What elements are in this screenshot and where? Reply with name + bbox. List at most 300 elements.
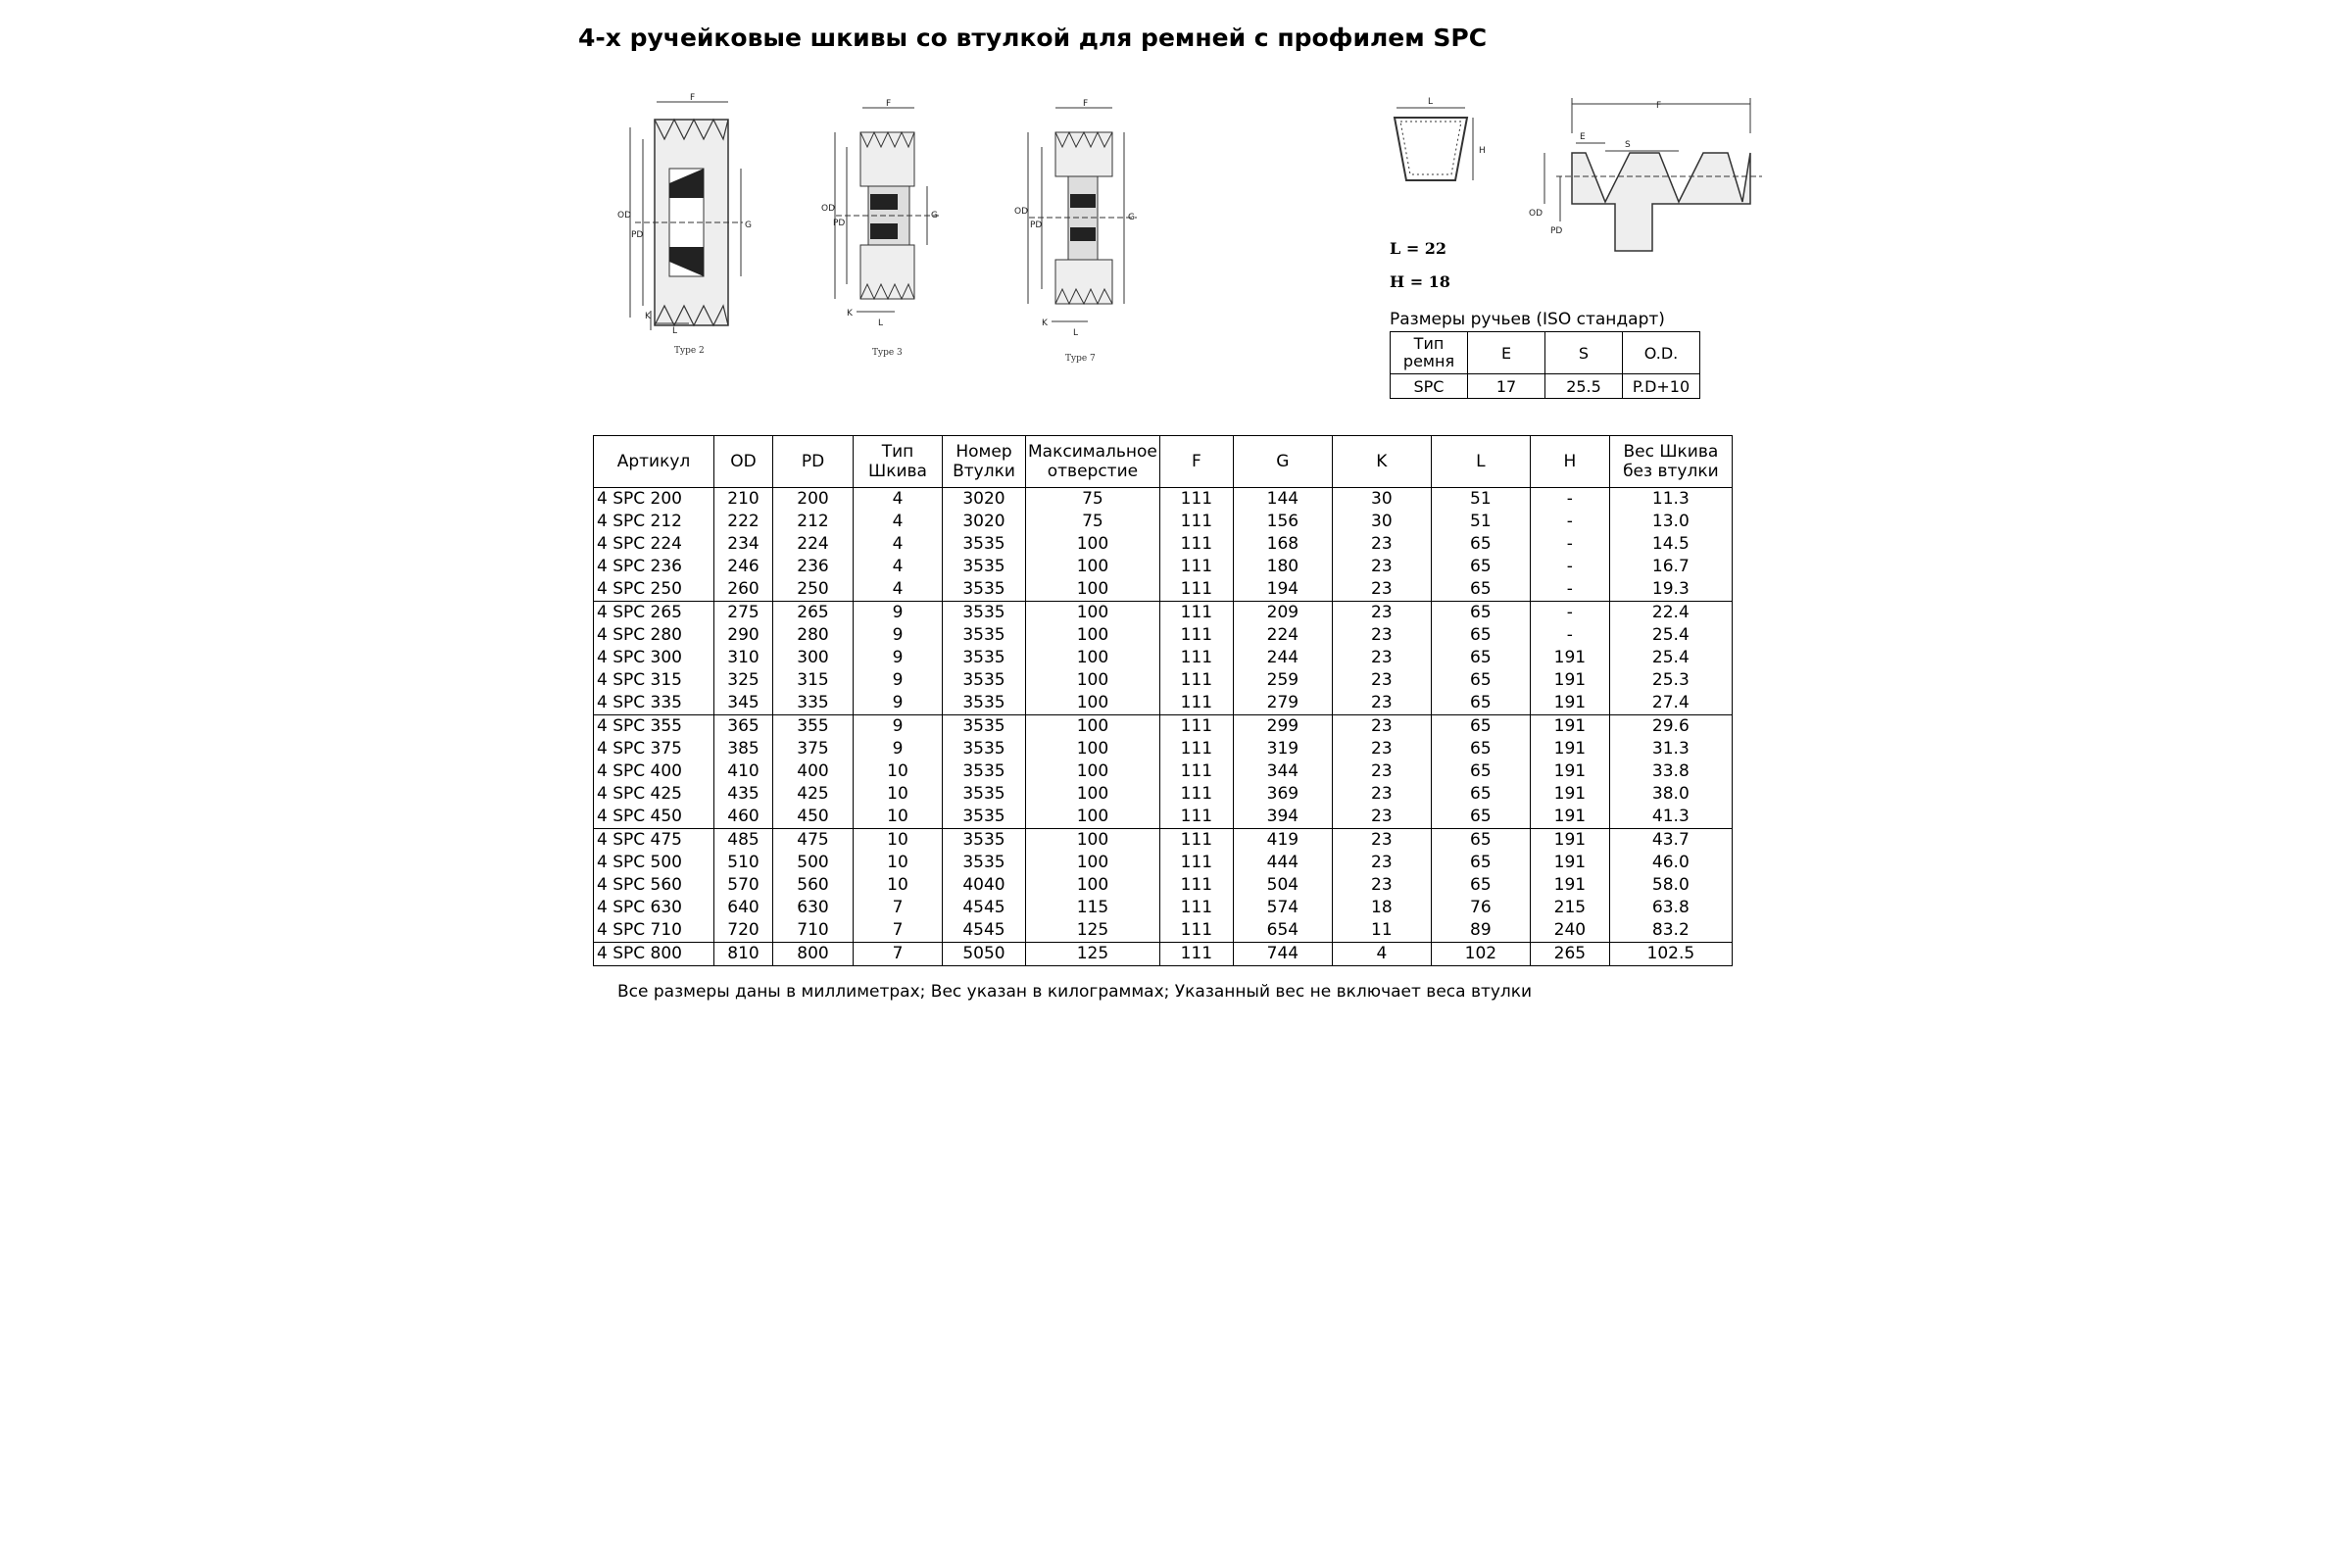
table-cell: - bbox=[1530, 533, 1609, 556]
table-cell: 3535 bbox=[943, 783, 1026, 806]
table-cell: 4 bbox=[854, 556, 943, 578]
table-cell: 33.8 bbox=[1609, 760, 1732, 783]
table-cell: 111 bbox=[1159, 760, 1233, 783]
pulley-spec-table bbox=[593, 435, 1733, 966]
table-cell: 375 bbox=[773, 738, 854, 760]
table-row bbox=[594, 533, 1733, 556]
table-cell: 22.4 bbox=[1609, 602, 1732, 625]
dim-label-pd: PD bbox=[1030, 220, 1043, 230]
table-cell: 7 bbox=[854, 897, 943, 919]
dim-label-l: L bbox=[878, 318, 884, 328]
table-cell: 111 bbox=[1159, 897, 1233, 919]
table-cell: 265 bbox=[773, 602, 854, 625]
table-cell: 319 bbox=[1233, 738, 1332, 760]
table-cell: 355 bbox=[773, 715, 854, 739]
table-row bbox=[594, 738, 1733, 760]
article-cell: 4 SPC 560 bbox=[594, 874, 714, 897]
table-cell: 365 bbox=[714, 715, 773, 739]
table-cell: 250 bbox=[773, 578, 854, 602]
table-cell: 111 bbox=[1159, 624, 1233, 647]
table-cell: 111 bbox=[1159, 874, 1233, 897]
table-row bbox=[594, 692, 1733, 715]
table-cell: 9 bbox=[854, 738, 943, 760]
column-header: Тип Шкива bbox=[854, 436, 943, 488]
table-cell: 259 bbox=[1233, 669, 1332, 692]
table-cell: 299 bbox=[1233, 715, 1332, 739]
table-cell: 100 bbox=[1026, 533, 1160, 556]
table-cell: 65 bbox=[1431, 556, 1530, 578]
column-header: G bbox=[1233, 436, 1332, 488]
page-title: 4-х ручейковые шкивы со втулкой для ремней с профилем SPC bbox=[578, 24, 1488, 52]
table-cell: 5050 bbox=[943, 943, 1026, 966]
table-cell: 25.3 bbox=[1609, 669, 1732, 692]
type-3-caption: Type 3 bbox=[872, 348, 903, 358]
table-cell: 19.3 bbox=[1609, 578, 1732, 602]
table-cell: 3535 bbox=[943, 760, 1026, 783]
table-cell: 9 bbox=[854, 692, 943, 715]
table-cell: 4 bbox=[854, 511, 943, 533]
table-cell: 191 bbox=[1530, 738, 1609, 760]
groove-cell: SPC bbox=[1391, 374, 1468, 399]
table-cell: 51 bbox=[1431, 488, 1530, 512]
table-cell: 14.5 bbox=[1609, 533, 1732, 556]
table-cell: 111 bbox=[1159, 533, 1233, 556]
table-cell: 3535 bbox=[943, 533, 1026, 556]
table-cell: 10 bbox=[854, 829, 943, 853]
table-cell: 18 bbox=[1332, 897, 1431, 919]
table-header-row bbox=[594, 436, 1733, 488]
table-cell: 38.0 bbox=[1609, 783, 1732, 806]
groove-header-cell: Тип ремня bbox=[1391, 332, 1468, 374]
table-cell: 3535 bbox=[943, 647, 1026, 669]
table-cell: 710 bbox=[773, 919, 854, 943]
table-cell: 191 bbox=[1530, 760, 1609, 783]
table-cell: 25.4 bbox=[1609, 624, 1732, 647]
table-cell: 212 bbox=[773, 511, 854, 533]
table-cell: 23 bbox=[1332, 647, 1431, 669]
dim-label-f: F bbox=[690, 93, 696, 103]
table-cell: 23 bbox=[1332, 738, 1431, 760]
table-cell: 4040 bbox=[943, 874, 1026, 897]
table-row bbox=[594, 556, 1733, 578]
table-cell: 31.3 bbox=[1609, 738, 1732, 760]
table-cell: 344 bbox=[1233, 760, 1332, 783]
table-cell: 100 bbox=[1026, 692, 1160, 715]
table-cell: 654 bbox=[1233, 919, 1332, 943]
table-cell: 23 bbox=[1332, 783, 1431, 806]
article-cell: 4 SPC 236 bbox=[594, 556, 714, 578]
table-cell: 100 bbox=[1026, 602, 1160, 625]
article-cell: 4 SPC 212 bbox=[594, 511, 714, 533]
table-cell: 9 bbox=[854, 624, 943, 647]
table-cell: 111 bbox=[1159, 783, 1233, 806]
table-cell: 504 bbox=[1233, 874, 1332, 897]
table-cell: 46.0 bbox=[1609, 852, 1732, 874]
table-cell: 100 bbox=[1026, 578, 1160, 602]
dim-label-f: F bbox=[886, 99, 892, 109]
table-cell: 265 bbox=[1530, 943, 1609, 966]
groove-profile-drawing bbox=[1517, 94, 1772, 261]
table-cell: - bbox=[1530, 511, 1609, 533]
table-cell: 236 bbox=[773, 556, 854, 578]
table-cell: 800 bbox=[773, 943, 854, 966]
column-header: OD bbox=[714, 436, 773, 488]
groove-dim-pd: PD bbox=[1550, 226, 1563, 236]
table-cell: 23 bbox=[1332, 760, 1431, 783]
article-cell: 4 SPC 300 bbox=[594, 647, 714, 669]
table-cell: 75 bbox=[1026, 488, 1160, 512]
table-cell: 23 bbox=[1332, 692, 1431, 715]
column-header: H bbox=[1530, 436, 1609, 488]
table-row bbox=[594, 897, 1733, 919]
groove-table bbox=[1390, 331, 1700, 399]
groove-header-cell: S bbox=[1545, 332, 1623, 374]
table-cell: 65 bbox=[1431, 738, 1530, 760]
pulley-drawing-type-7 bbox=[1014, 98, 1152, 368]
dim-label-pd: PD bbox=[631, 230, 644, 240]
table-cell: 3535 bbox=[943, 852, 1026, 874]
groove-dim-od: OD bbox=[1529, 209, 1544, 219]
table-cell: 191 bbox=[1530, 783, 1609, 806]
table-cell: 425 bbox=[773, 783, 854, 806]
table-cell: 315 bbox=[773, 669, 854, 692]
groove-table-header bbox=[1391, 332, 1700, 374]
table-cell: 369 bbox=[1233, 783, 1332, 806]
table-row bbox=[594, 943, 1733, 966]
table-cell: 310 bbox=[714, 647, 773, 669]
footnote: Все размеры даны в миллиметрах; Вес указан в килограммах; Указанный вес не включает веса втулки bbox=[617, 982, 1533, 1002]
table-cell: 3535 bbox=[943, 806, 1026, 829]
table-cell: 100 bbox=[1026, 738, 1160, 760]
table-cell: 11 bbox=[1332, 919, 1431, 943]
groove-header-cell: O.D. bbox=[1623, 332, 1700, 374]
table-row bbox=[594, 602, 1733, 625]
table-cell: 23 bbox=[1332, 602, 1431, 625]
table-cell: 23 bbox=[1332, 829, 1431, 853]
table-row bbox=[594, 669, 1733, 692]
table-cell: 3535 bbox=[943, 692, 1026, 715]
table-cell: 75 bbox=[1026, 511, 1160, 533]
article-cell: 4 SPC 475 bbox=[594, 829, 714, 853]
table-cell: 100 bbox=[1026, 556, 1160, 578]
table-cell: 76 bbox=[1431, 897, 1530, 919]
table-cell: 65 bbox=[1431, 806, 1530, 829]
table-cell: 191 bbox=[1530, 874, 1609, 897]
table-cell: 100 bbox=[1026, 647, 1160, 669]
table-cell: 744 bbox=[1233, 943, 1332, 966]
groove-cell: P.D+10 bbox=[1623, 374, 1700, 399]
type-2-caption: Type 2 bbox=[674, 346, 705, 356]
table-cell: 23 bbox=[1332, 533, 1431, 556]
table-cell: 574 bbox=[1233, 897, 1332, 919]
table-cell: 125 bbox=[1026, 919, 1160, 943]
table-cell: 65 bbox=[1431, 669, 1530, 692]
table-cell: 63.8 bbox=[1609, 897, 1732, 919]
table-cell: 9 bbox=[854, 602, 943, 625]
table-cell: 115 bbox=[1026, 897, 1160, 919]
table-cell: 111 bbox=[1159, 647, 1233, 669]
article-cell: 4 SPC 450 bbox=[594, 806, 714, 829]
dim-label-g: G bbox=[745, 220, 752, 230]
table-cell: 100 bbox=[1026, 852, 1160, 874]
belt-l-value: L = 22 bbox=[1390, 239, 1447, 258]
table-cell: 3535 bbox=[943, 829, 1026, 853]
pulley-drawing-type-2 bbox=[615, 90, 762, 365]
table-cell: 224 bbox=[1233, 624, 1332, 647]
table-cell: 23 bbox=[1332, 578, 1431, 602]
table-cell: 194 bbox=[1233, 578, 1332, 602]
table-cell: - bbox=[1530, 624, 1609, 647]
table-cell: 29.6 bbox=[1609, 715, 1732, 739]
dim-label-od: OD bbox=[821, 204, 836, 214]
table-cell: 51 bbox=[1431, 511, 1530, 533]
table-cell: 10 bbox=[854, 806, 943, 829]
table-cell: 280 bbox=[773, 624, 854, 647]
table-cell: 65 bbox=[1431, 647, 1530, 669]
table-cell: 4545 bbox=[943, 897, 1026, 919]
table-cell: 4 bbox=[854, 533, 943, 556]
article-cell: 4 SPC 224 bbox=[594, 533, 714, 556]
article-cell: 4 SPC 335 bbox=[594, 692, 714, 715]
dim-label-k: K bbox=[645, 312, 651, 321]
table-row bbox=[594, 829, 1733, 853]
table-cell: 102.5 bbox=[1609, 943, 1732, 966]
table-row bbox=[594, 511, 1733, 533]
table-cell: 58.0 bbox=[1609, 874, 1732, 897]
table-row bbox=[594, 806, 1733, 829]
table-cell: 720 bbox=[714, 919, 773, 943]
groove-cell: 25.5 bbox=[1545, 374, 1623, 399]
groove-header-cell: E bbox=[1468, 332, 1545, 374]
table-cell: 10 bbox=[854, 874, 943, 897]
table-cell: 43.7 bbox=[1609, 829, 1732, 853]
table-cell: 156 bbox=[1233, 511, 1332, 533]
table-cell: 111 bbox=[1159, 556, 1233, 578]
table-cell: 191 bbox=[1530, 806, 1609, 829]
table-body bbox=[594, 488, 1733, 966]
table-cell: 65 bbox=[1431, 874, 1530, 897]
table-cell: 16.7 bbox=[1609, 556, 1732, 578]
dim-label-od: OD bbox=[1014, 207, 1029, 217]
table-row bbox=[594, 578, 1733, 602]
table-cell: 224 bbox=[773, 533, 854, 556]
table-cell: 11.3 bbox=[1609, 488, 1732, 512]
table-cell: 3535 bbox=[943, 738, 1026, 760]
column-header: K bbox=[1332, 436, 1431, 488]
table-cell: 191 bbox=[1530, 852, 1609, 874]
table-cell: 222 bbox=[714, 511, 773, 533]
table-cell: 570 bbox=[714, 874, 773, 897]
table-cell: 100 bbox=[1026, 669, 1160, 692]
table-cell: 23 bbox=[1332, 806, 1431, 829]
table-cell: 9 bbox=[854, 715, 943, 739]
table-cell: 9 bbox=[854, 647, 943, 669]
table-cell: 435 bbox=[714, 783, 773, 806]
table-cell: 510 bbox=[714, 852, 773, 874]
table-cell: 3535 bbox=[943, 715, 1026, 739]
table-cell: 385 bbox=[714, 738, 773, 760]
table-row bbox=[594, 760, 1733, 783]
table-cell: 3020 bbox=[943, 488, 1026, 512]
dim-label-l: L bbox=[1073, 328, 1079, 338]
article-cell: 4 SPC 355 bbox=[594, 715, 714, 739]
article-cell: 4 SPC 375 bbox=[594, 738, 714, 760]
dim-label-od: OD bbox=[617, 211, 632, 220]
table-cell: 325 bbox=[714, 669, 773, 692]
table-cell: 410 bbox=[714, 760, 773, 783]
table-cell: 9 bbox=[854, 669, 943, 692]
table-cell: 111 bbox=[1159, 738, 1233, 760]
table-cell: 4 bbox=[1332, 943, 1431, 966]
belt-dim-h: H bbox=[1479, 146, 1486, 156]
table-cell: 65 bbox=[1431, 602, 1530, 625]
groove-table-title: Размеры ручьев (ISO стандарт) bbox=[1390, 310, 1665, 329]
table-cell: 23 bbox=[1332, 852, 1431, 874]
table-cell: 290 bbox=[714, 624, 773, 647]
table-cell: 3535 bbox=[943, 556, 1026, 578]
column-header: Вес Шкива без втулки bbox=[1609, 436, 1732, 488]
table-cell: 3535 bbox=[943, 624, 1026, 647]
article-cell: 4 SPC 500 bbox=[594, 852, 714, 874]
table-cell: 65 bbox=[1431, 692, 1530, 715]
table-cell: 419 bbox=[1233, 829, 1332, 853]
table-cell: 10 bbox=[854, 852, 943, 874]
table-row bbox=[594, 919, 1733, 943]
table-cell: 335 bbox=[773, 692, 854, 715]
article-cell: 4 SPC 265 bbox=[594, 602, 714, 625]
table-cell: 460 bbox=[714, 806, 773, 829]
groove-cell: 17 bbox=[1468, 374, 1545, 399]
table-cell: 111 bbox=[1159, 943, 1233, 966]
table-cell: 191 bbox=[1530, 829, 1609, 853]
table-cell: 345 bbox=[714, 692, 773, 715]
table-cell: 215 bbox=[1530, 897, 1609, 919]
table-row bbox=[594, 715, 1733, 739]
table-cell: 23 bbox=[1332, 556, 1431, 578]
table-cell: 100 bbox=[1026, 624, 1160, 647]
article-cell: 4 SPC 710 bbox=[594, 919, 714, 943]
table-cell: 65 bbox=[1431, 829, 1530, 853]
type-7-caption: Type 7 bbox=[1065, 354, 1096, 364]
table-cell: 3535 bbox=[943, 669, 1026, 692]
table-cell: 65 bbox=[1431, 783, 1530, 806]
table-cell: 260 bbox=[714, 578, 773, 602]
article-cell: 4 SPC 280 bbox=[594, 624, 714, 647]
dim-label-l: L bbox=[672, 326, 678, 336]
table-cell: 111 bbox=[1159, 602, 1233, 625]
table-row bbox=[594, 488, 1733, 512]
belt-dim-l: L bbox=[1428, 97, 1434, 107]
article-cell: 4 SPC 250 bbox=[594, 578, 714, 602]
table-cell: 3535 bbox=[943, 602, 1026, 625]
table-cell: 630 bbox=[773, 897, 854, 919]
table-cell: 23 bbox=[1332, 669, 1431, 692]
table-cell: 485 bbox=[714, 829, 773, 853]
table-cell: 111 bbox=[1159, 692, 1233, 715]
table-cell: 83.2 bbox=[1609, 919, 1732, 943]
article-cell: 4 SPC 200 bbox=[594, 488, 714, 512]
table-cell: 210 bbox=[714, 488, 773, 512]
table-cell: 65 bbox=[1431, 715, 1530, 739]
table-cell: 209 bbox=[1233, 602, 1332, 625]
groove-dim-e: E bbox=[1580, 132, 1586, 142]
table-cell: 444 bbox=[1233, 852, 1332, 874]
groove-table-row bbox=[1391, 374, 1700, 399]
table-cell: 394 bbox=[1233, 806, 1332, 829]
column-header: Максимальное отверстие bbox=[1026, 436, 1160, 488]
table-row bbox=[594, 852, 1733, 874]
table-cell: 4545 bbox=[943, 919, 1026, 943]
table-cell: 111 bbox=[1159, 852, 1233, 874]
groove-dim-f: F bbox=[1656, 101, 1662, 111]
column-header: F bbox=[1159, 436, 1233, 488]
table-cell: 500 bbox=[773, 852, 854, 874]
table-cell: 234 bbox=[714, 533, 773, 556]
table-cell: 111 bbox=[1159, 488, 1233, 512]
table-cell: - bbox=[1530, 556, 1609, 578]
table-cell: 100 bbox=[1026, 874, 1160, 897]
table-cell: 191 bbox=[1530, 692, 1609, 715]
table-cell: 450 bbox=[773, 806, 854, 829]
table-cell: 4 bbox=[854, 578, 943, 602]
table-cell: 191 bbox=[1530, 715, 1609, 739]
table-cell: 111 bbox=[1159, 669, 1233, 692]
table-cell: 475 bbox=[773, 829, 854, 853]
table-cell: 200 bbox=[773, 488, 854, 512]
table-cell: - bbox=[1530, 488, 1609, 512]
dim-label-g: G bbox=[1128, 213, 1135, 222]
table-cell: 65 bbox=[1431, 624, 1530, 647]
table-cell: 25.4 bbox=[1609, 647, 1732, 669]
table-cell: 65 bbox=[1431, 852, 1530, 874]
belt-profile-drawing bbox=[1387, 94, 1494, 192]
table-cell: 102 bbox=[1431, 943, 1530, 966]
table-cell: 3535 bbox=[943, 578, 1026, 602]
table-cell: 560 bbox=[773, 874, 854, 897]
article-cell: 4 SPC 400 bbox=[594, 760, 714, 783]
table-cell: 111 bbox=[1159, 715, 1233, 739]
table-cell: 65 bbox=[1431, 533, 1530, 556]
table-cell: 111 bbox=[1159, 578, 1233, 602]
table-cell: 300 bbox=[773, 647, 854, 669]
table-cell: 168 bbox=[1233, 533, 1332, 556]
column-header: Номер Втулки bbox=[943, 436, 1026, 488]
table-row bbox=[594, 783, 1733, 806]
table-cell: 30 bbox=[1332, 488, 1431, 512]
column-header: PD bbox=[773, 436, 854, 488]
table-cell: 3020 bbox=[943, 511, 1026, 533]
dim-label-k: K bbox=[1042, 318, 1048, 328]
table-cell: 65 bbox=[1431, 578, 1530, 602]
table-cell: 111 bbox=[1159, 919, 1233, 943]
pulley-drawing-type-3 bbox=[821, 98, 958, 368]
table-cell: - bbox=[1530, 602, 1609, 625]
dim-label-k: K bbox=[847, 309, 853, 318]
dim-label-pd: PD bbox=[833, 219, 846, 228]
table-cell: 27.4 bbox=[1609, 692, 1732, 715]
table-row bbox=[594, 647, 1733, 669]
table-cell: 89 bbox=[1431, 919, 1530, 943]
table-cell: 144 bbox=[1233, 488, 1332, 512]
table-cell: 100 bbox=[1026, 783, 1160, 806]
article-cell: 4 SPC 315 bbox=[594, 669, 714, 692]
article-cell: 4 SPC 425 bbox=[594, 783, 714, 806]
table-cell: 10 bbox=[854, 783, 943, 806]
column-header: L bbox=[1431, 436, 1530, 488]
table-cell: 275 bbox=[714, 602, 773, 625]
table-cell: 111 bbox=[1159, 829, 1233, 853]
table-cell: 640 bbox=[714, 897, 773, 919]
